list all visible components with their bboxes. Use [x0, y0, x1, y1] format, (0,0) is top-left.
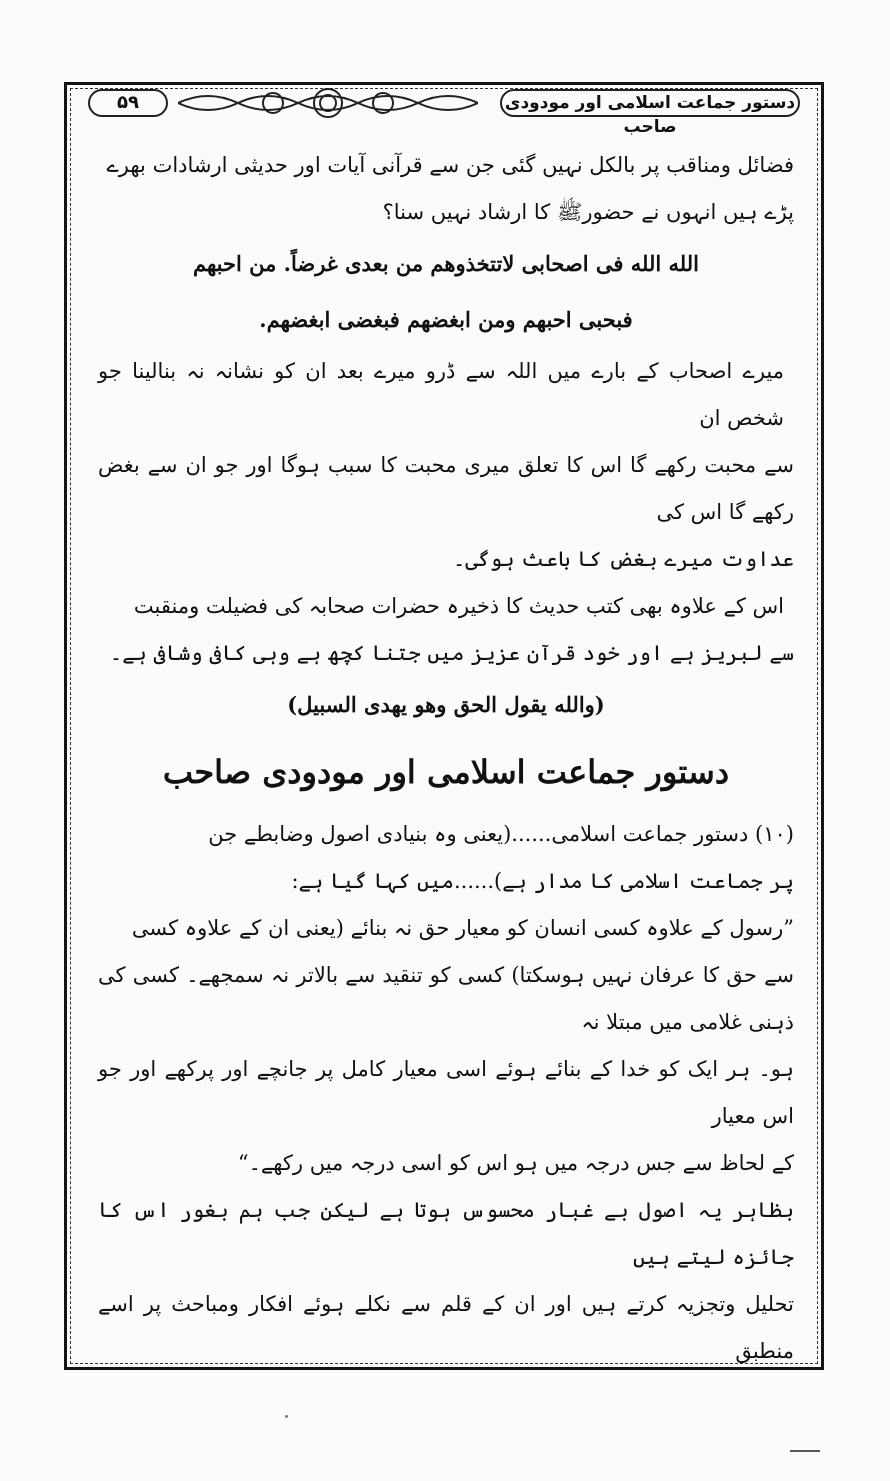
text-line: پر جماعت اسلامی کا مدار ہے)......میں کہا گیا ہے: [291, 869, 794, 893]
quote-line: ”رسول کے علاوہ کسی انسان کو معیار حق نہ بنائے (یعنی ان کے علاوہ کسی [131, 916, 794, 940]
main-text [98, 142, 794, 1375]
quote-line: ہو۔ ہر ایک کو خدا کے بنائے ہوئے اسی معیار کامل پر جانچے اور پرکھے اور جو اس معیار [98, 1057, 794, 1128]
page-header [70, 85, 818, 137]
scan-speck [285, 1415, 288, 1418]
closing-arabic: (والله یقول الحق وهو یهدی السبیل) [287, 692, 605, 717]
running-title: دستور جماعت اسلامی اور مودودی صاحب [500, 89, 800, 117]
section-heading: دستور جماعت اسلامی اور مودودی صاحب [162, 753, 730, 791]
text-line: فضائل ومناقب پر بالکل نہیں گئی جن سے قرآنی آیات اور حدیثی ارشادات بھرے [106, 153, 794, 177]
text-line: اس کے علاوہ بھی کتب حدیث کا ذخیرہ حضرات صحابہ کی فضیلت ومنقبت [133, 594, 784, 618]
item-number: (۱۰) [755, 822, 794, 846]
text-line: سے محبت رکھے گا اس کا تعلق میری محبت کا سبب ہوگا اور جو ان سے بغض رکھے گا اس کی [98, 453, 794, 524]
quote-line: سے حق کا عرفان نہیں ہوسکتا) کسی کو تنقید سے بالاتر نہ سمجھے۔ کسی کی ذہنی غلامی میں مبتلا نہ [98, 963, 794, 1034]
text-line: بظاہر یہ اصول بے غبار محسوس ہوتا ہے لیکن جب ہم بغور اس کا جائزہ لیتے ہیں [98, 1198, 794, 1269]
text-line: پڑے ہیں انہوں نے حضورﷺ کا ارشاد نہیں سنا؟ [382, 200, 794, 224]
header-ornament-icon [178, 85, 478, 121]
text-line: میرے اصحاب کے بارے میں اللہ سے ڈرو میرے بعد ان کو نشانہ نہ بنالینا جو شخص ان [98, 359, 784, 430]
quote-line: کے لحاظ سے جس درجہ میں ہو اس کو اسی درجہ میں رکھے۔“ [237, 1151, 794, 1175]
scan-mark [790, 1450, 820, 1452]
text-line: تحلیل وتجزیہ کرتے ہیں اور ان کے قلم سے نکلے ہوئے افکار ومباحث پر اسے منطبق [98, 1292, 794, 1363]
text-line: عداوت میرے بغض کا باعث ہوگی۔ [453, 547, 794, 571]
text-line [98, 811, 794, 858]
item-text: دستور جماعت اسلامی......(یعنی وہ بنیادی اصول وضابطے جن [208, 822, 749, 846]
text-line: سے لبریز ہے اور خود قرآن عزیز میں جتنا کچھ ہے وہی کافی وشافی ہے۔ [109, 641, 794, 665]
arabic-hadith-line: الله الله فی اصحابی لاتتخذوهم من بعدی غرضاً. من احبهم [193, 251, 699, 276]
page-number: ۵۹ [88, 89, 168, 117]
arabic-hadith-line: فبحبی احبهم ومن ابغضهم فبغضی ابغضهم. [259, 307, 633, 332]
